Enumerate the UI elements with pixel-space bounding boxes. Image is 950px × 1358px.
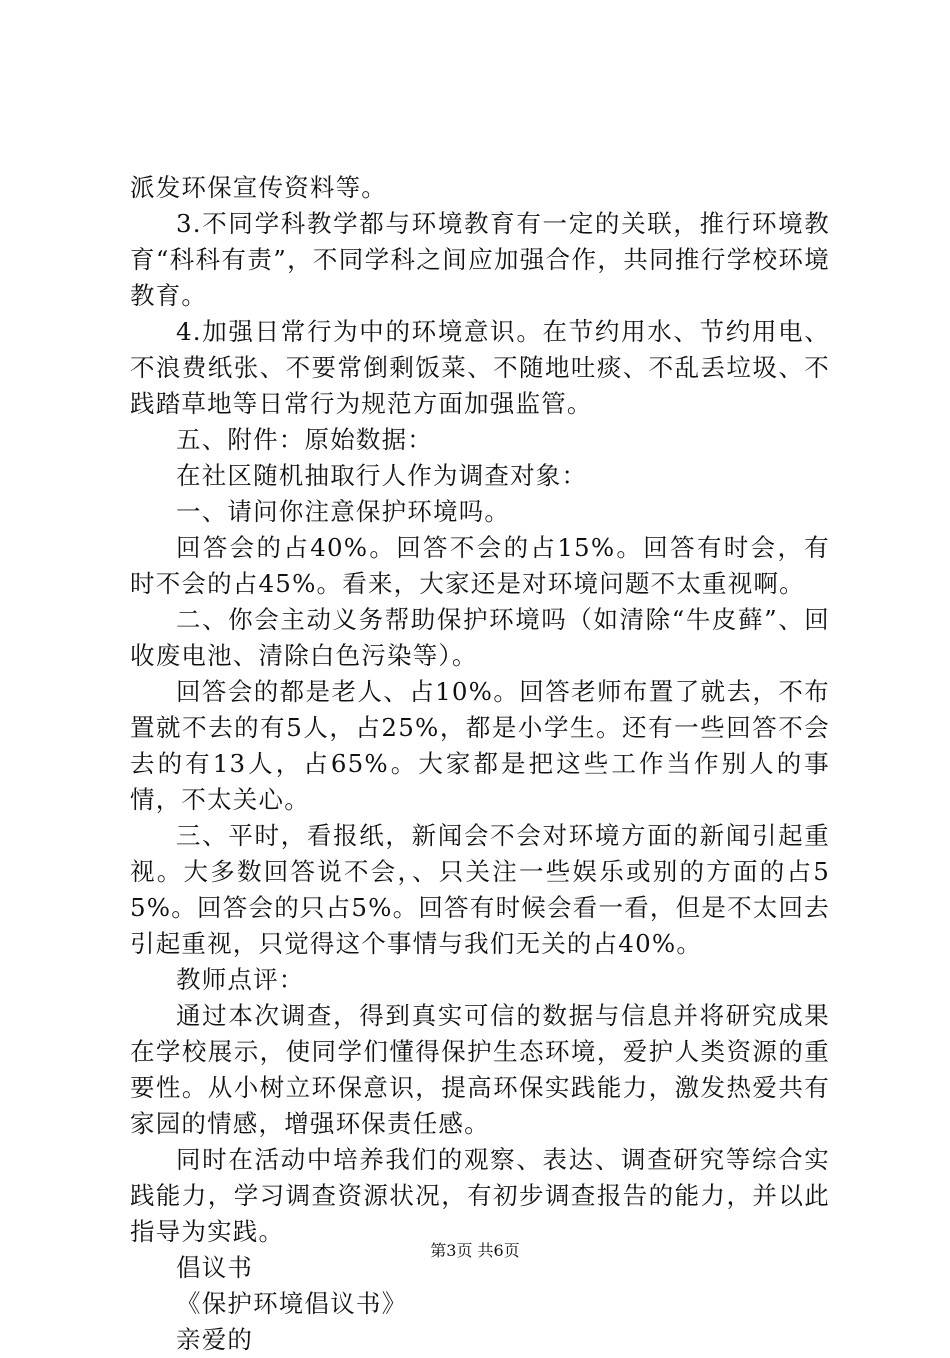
paragraph-item-4: 4.加强日常行为中的环境意识。在节约用水、节约用电、不浪费纸张、不要常倒剩饭菜、不随地吐痰、不乱丢垃圾、不践踏草地等日常行为规范方面加强监管。 <box>130 317 830 418</box>
page-footer: 第3页 共6页 <box>430 1241 520 1260</box>
question-2: 二、你会主动义务帮助保护环境吗（如清除“牛皮藓”、回收废电池、清除白色污染等）。 <box>130 605 830 670</box>
question-3-and-answer: 三、平时，看报纸，新闻会不会对环境方面的新闻引起重视。大多数回答说不会，、只关注一些娱乐或别的方面的占55%。回答会的只占5%。回答有时候会看一看，但是不太回去引起重视，只觉得这个事情与我们无关的占40%。 <box>130 821 830 958</box>
teacher-comment-paragraph-2: 同时在活动中培养我们的观察、表达、调查研究等综合实践能力，学习调查资源状况，有初步调查报告的能力，并以此指导为实践。 <box>130 1145 830 1246</box>
teacher-comment-heading: 教师点评： <box>176 965 305 994</box>
section-heading-appendix: 五、附件：原始数据： <box>176 425 433 454</box>
paragraph-continuation: 派发环保宣传资料等。 <box>130 173 387 202</box>
paragraph-item-3: 3.不同学科教学都与环境教育有一定的关联，推行环境教育“科科有责”，不同学科之间应加强合作，共同推行学校环境教育。 <box>130 209 830 310</box>
proposal-title: 《保护环境倡议书》 <box>176 1289 408 1318</box>
paragraph-survey-intro: 在社区随机抽取行人作为调查对象： <box>176 461 588 490</box>
teacher-comment-paragraph-1: 通过本次调查，得到真实可信的数据与信息并将研究成果在学校展示，使同学们懂得保护生态环境，爱护人类资源的重要性。从小树立环保意识，提高环保实践能力，激发热爱共有家园的情感，增强环保责任感。 <box>130 1001 830 1138</box>
answer-1: 回答会的占40%。回答不会的占15%。回答有时会，有时不会的占45%。看来，大家还是对环境问题不太重视啊。 <box>130 533 830 598</box>
document-body <box>130 170 830 1358</box>
proposal-heading: 倡议书 <box>176 1253 254 1282</box>
answer-2: 回答会的都是老人、占10%。回答老师布置了就去，不布置就不去的有5人，占25%，都是小学生。还有一些回答不会去的有13人，占65%。大家都是把这些工作当作别人的事情，不太关心。 <box>130 677 830 814</box>
proposal-salutation: 亲爱的 <box>176 1325 254 1354</box>
question-1: 一、请问你注意保护环境吗。 <box>176 497 511 526</box>
